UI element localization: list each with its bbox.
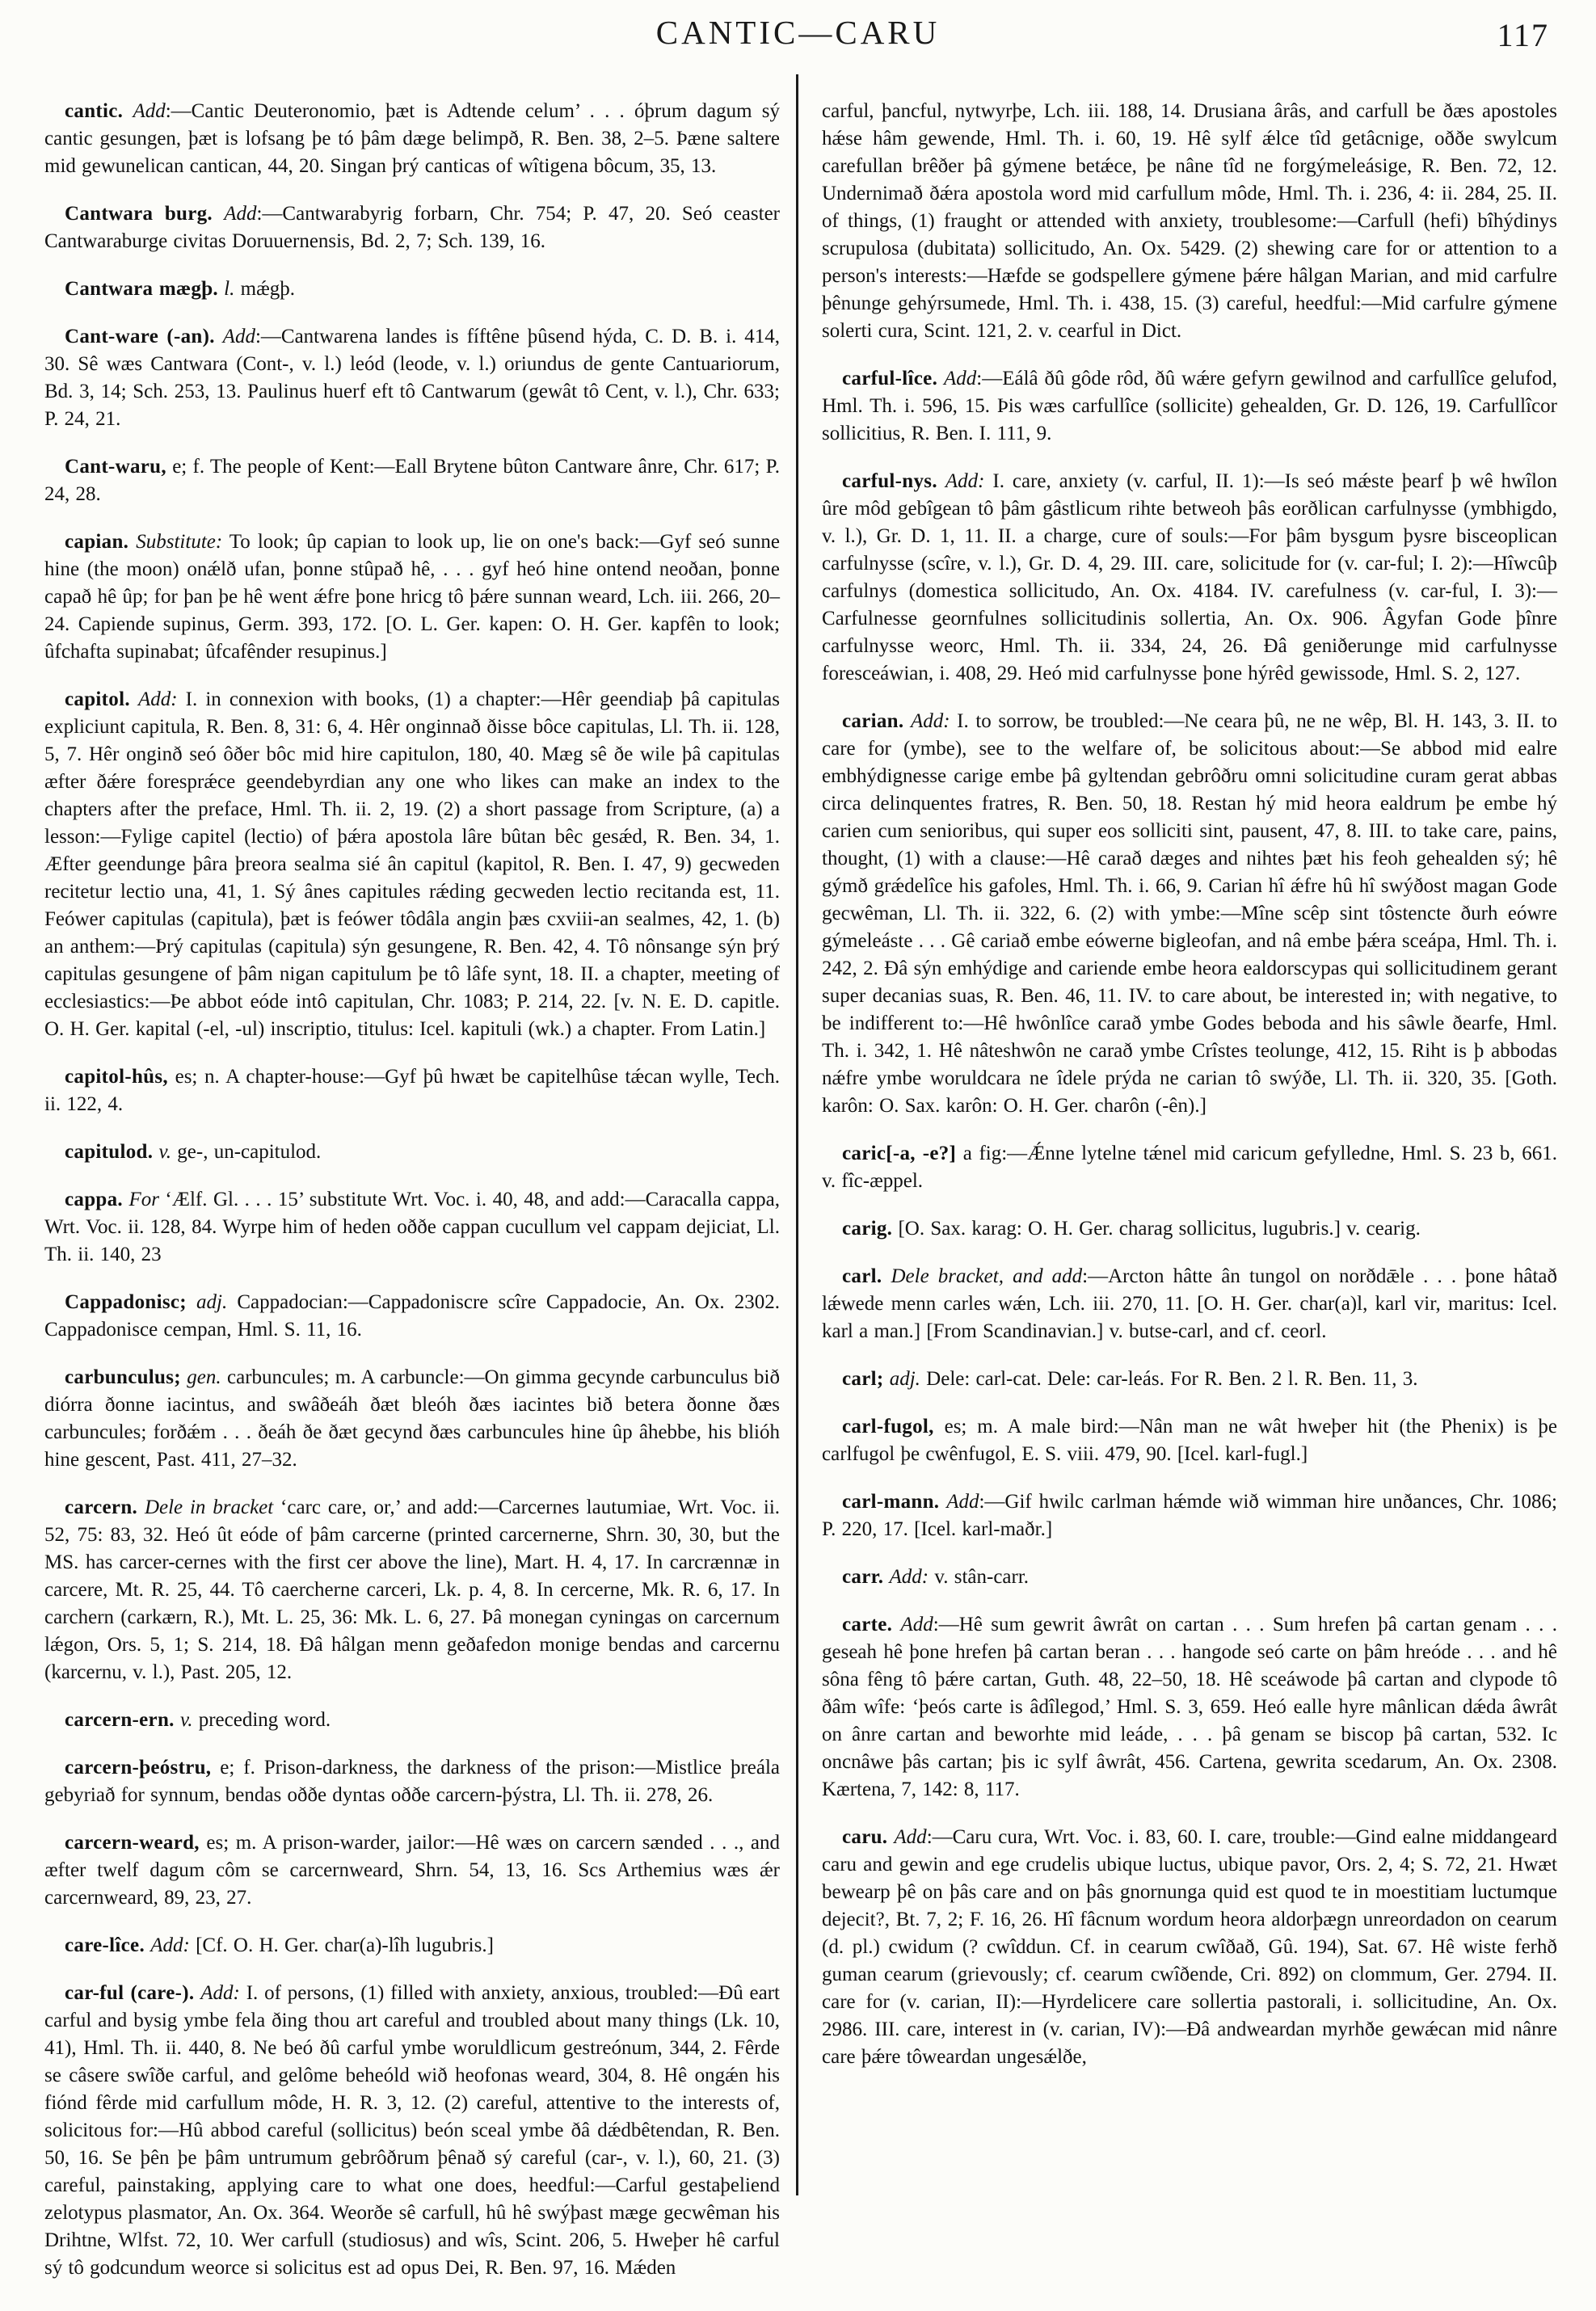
entry-body: :—Cantwarena landes is fíftêne þûsend hýda, C. D. B. i. 414, 30. Sê wæs Cantwara (Cont-, v. l.) leód (leode, v. l.) oriundus de gente Cantuariorum, Bd. 3, 14; Sch. 253, 13. Paulinus huerf eft tô Cantwarum (gewât tô Cent, v. l.), Chr. 633; P. 24, 21. — [44, 326, 780, 430]
entry-lead: Add — [894, 1826, 927, 1848]
page-title: CANTIC—CARU — [655, 14, 941, 51]
entry-body: a fig:—Ǽnne lytelne tǽnel mid caricum gefylledne, Hml. S. 23 b, 661. v. fîc-æppel. — [822, 1143, 1557, 1192]
entry-body: carful, þancful, nytwyrþe, Lch. iii. 188, 14. Drusiana ârâs, and carfull be ðæs apostoles hǽse hâm gewende, Hml. Th. i. 60, 19. Hê sylf ǽlce tîd getâcnige, oððe swylcum carefullan brêðer þâ gýmene betǽce, þe nâne tîd ne forgýmeleásige, R. Ben. 72, 12. Undernimað ðǽra apostola word mid carfullum môde, Hml. Th. i. 236, 4: ii. 284, 25. II. of things, (1) fraught or attended with anxiety, troublesome:—Carfull (hefi) bîhýdinys scrupulosa (dubitata) sollicitudo, An. Ox. 5429. (2) shewing care for or attention to a person's interests:—Hæfde se godspellere gýmene þǽre hâlgan Marian, and mid carfulre þênunge gehýrsumede, Hml. Th. i. 438, 15. (3) careful, heedful:—Mid carfulre gýmene solerti cura, Scint. 121, 2. v. cearful in Dict. — [822, 100, 1557, 342]
entry-lead: For — [128, 1189, 159, 1210]
entry-body: I. of persons, (1) filled with anxiety, anxious, troubled:—Ðû eart carful and bysig ymbe fela ðing thou art careful and troubled about many things (Lk. 10, 41), Hml. Th. ii. 440, 8. Ne beó ðû carful ymbe woruldlicum gestreónum, 344, 2. Fêrde se câsere swîðe carful, and gelôme beheóld wið heofonas weard, 304, 8. Hê ongǽn his fiónd fêrde mid carfullum môde, H. R. 3, 12. (2) careful, attentive to the interests of, solicitous for:—Hû abbod careful (sollicitus) beón sceal ymbe ðâ dǽdbêtendan, R. Ben. 50, 16. Se þên þe þâm untrumum gebrôðrum þênað sý careful (car-, v. l.), 60, 21. (3) careful, painstaking, applying care to what one does, heedful:—Carful gestaþeliend zelotypus plasmator, An. Ox. 364. Weorðe sê carfull, hû hê swýþast mæge gecwêman his Drihtne, Wlfst. 72, 10. Wer carfull (studiosus) and wîs, Scint. 206, 5. Hweþer hê carful sý tô godcundum weorce si solicitus est ad opus Dei, R. Ben. 97, 16. Mǽden — [44, 1982, 780, 2279]
entry-body: ge-, un-capitulod. — [171, 1141, 322, 1163]
dictionary-entry — [822, 1488, 1557, 1543]
entry-lead: Add — [222, 326, 255, 347]
dictionary-entry — [822, 98, 1557, 345]
dictionary-entry — [822, 1564, 1557, 1591]
entry-lead: Add: — [200, 1982, 240, 2004]
dictionary-entry — [822, 1215, 1557, 1243]
dictionary-entry — [44, 1494, 780, 1686]
entry-headword: capitol-hûs, — [65, 1066, 168, 1088]
entry-body: Cappadocian:—Cappadoniscre scîre Cappadocie, An. Ox. 2302. Cappadonisce cempan, Hml. S. 11, 16. — [44, 1291, 780, 1341]
entry-body: :—Cantic Deuteronomio, þæt is Adtende celum’ . . . óþrum dagum sý cantic gesungen, þæt is lofsang þe tó þâm dæge belimpð, R. Ben. 38, 2–5. Þæne saltere mid gewunelican cantican, 44, 20. Singan þrý canticas of wîtigena bôcum, 35, 13. — [44, 100, 781, 177]
entry-lead: adj. — [889, 1368, 920, 1390]
entry-body: es; n. A chapter-house:—Gyf þû hwæt be capitelhûse tǽcan wylle, Tech. ii. 122, 4. — [44, 1066, 780, 1115]
entry-body: :—Cantwarabyrig forbarn, Chr. 754; P. 47, 20. Seó ceaster Cantwaraburge civitas Doruuernensis, Bd. 2, 7; Sch. 139, 16. — [44, 203, 780, 252]
entry-body: :—Hê sum gewrit âwrât on cartan . . . Sum hrefen þâ cartan genam . . . geseah hê þone hrefen þâ cartan beran . . . hangode seó carte on þâm hreóde . . . and hê sôna fêng tô þǽre cartan, Guth. 48, 22–50, 18. Hê sceáwode þâ cartan and clypode tô ðâm wîfe: ‘þeós carte is âdîlegod,’ Hml. S. 3, 659. Heó ealle hyre mânlican dǽda âwrât on ânre cartan and beworhte mid leáde, . . . þâ genam se biscop þâ cartan, 532. Ic oncnâwe þâs cartan; þis ic sylf âwrât, 456. Cartena, gewrita scedarum, An. Ox. 2308. Kærtena, 7, 142: 8, 117. — [822, 1614, 1557, 1800]
dictionary-entry — [44, 453, 780, 508]
entry-headword: capitulod. — [65, 1141, 154, 1163]
dictionary-entry — [44, 98, 780, 180]
dictionary-entry — [44, 1364, 780, 1474]
entry-body: :—Caru cura, Wrt. Voc. i. 83, 60. I. care, trouble:—Gind ealne middangeard caru and gewin and ege crudelis ubique luctus, ubique pavor, Ors. 2, 4; S. 72, 21. Hwæt bewearp þê on þâs care and on þâs gnornunga quid est quod te in moestitiam luctumque dejecit?, Bt. 7, 2; F. 16, 26. Hî fâcnum wordum heora aldorþægn unreordadon on cearum (d. pl.) cwidum (? cwîddun. Cf. in cearum cwîðað, Gû. 194), Sat. 67. Hê wiste ferhð guman cearum (grievously; cf. cearum cwîðende, Cri. 892) on clommum, Ger. 2794. II. care for (v. carian, II):—Hyrdelicere care sollertia pastorali, i. sollicitudine, An. Ox. 2986. III. care, interest in (v. carian, IV):—Ðâ andweardan myrhðe gewǽcan mid nânre care þǽre tôweardan ungesǽlðe, — [822, 1826, 1557, 2068]
dictionary-entry — [822, 1366, 1557, 1393]
entry-lead: l. — [224, 278, 235, 300]
entry-headword: carcern-ern. — [65, 1709, 175, 1731]
entry-lead: Add — [944, 368, 977, 389]
left-column — [44, 78, 780, 2302]
entry-headword: cantic. — [65, 100, 124, 122]
entry-headword: caric[-a, -e?] — [842, 1143, 957, 1164]
entry-headword: Cant-waru, — [65, 456, 166, 478]
entry-body: es; m. A prison-warder, jailor:—Hê wæs on carcern sænded . . ., and æfter twelf dagum côm se carcernweard, Shrn. 54, 13, 16. Scs Arthemius wæs ǽr carcernweard, 89, 23, 27. — [44, 1832, 781, 1909]
entry-lead: Add: — [137, 688, 178, 710]
dictionary-entry — [44, 1063, 780, 1118]
entry-body: e; f. The people of Kent:—Eall Brytene bûton Cantware ânre, Chr. 617; P. 24, 28. — [44, 456, 780, 505]
entry-headword: carl-fugol, — [842, 1416, 934, 1438]
entry-headword: cappa. — [65, 1189, 123, 1210]
entry-body: :—Gif hwilc carlman hǽmde wið wimman hire unðances, Chr. 1086; P. 220, 17. [Icel. karl-maðr.] — [822, 1491, 1557, 1540]
entry-lead: Add — [133, 100, 166, 122]
entry-lead: Substitute: — [136, 531, 223, 553]
entry-headword: care-lîce. — [65, 1934, 145, 1956]
dictionary-entry — [822, 468, 1557, 688]
entry-body: [Cf. O. H. Ger. char(a)-lîh lugubris.] — [189, 1934, 494, 1956]
text-columns — [44, 78, 1557, 2302]
entry-headword: carbunculus; — [65, 1366, 181, 1388]
entry-body: To look; ûp capian to look up, lie on one's back:—Gyf seó sunne hine (the moon) onǽlð ufan, þonne stûpað hê, . . . gyf heó hine ontend neoðan, þonne capað hê ûp; for þan þe hê went ǽfre þone hricg tô þǽre sunnan weard, Lch. iii. 266, 20–24. Capiende supinus, Germ. 393, 172. [O. L. Ger. kapen: O. H. Ger. kapfên to look; ûfchafta supinabat; ûfcafênder resupinus.] — [44, 531, 781, 663]
entry-body: carbuncules; m. A carbuncle:—On gimma gecynde carbunculus bið diórra ðonne iacintus, and swâðeáh ðæt bleóh ðæs iacintes bið betera ðonne ðæs carbuncules; forðǽm . . . ðeáh ðe ðæt gecynd ðæs carbuncules hine ûp âhebbe, his blióh hine gescent, Past. 411, 27–32. — [44, 1366, 781, 1471]
dictionary-entry — [44, 323, 780, 433]
dictionary-entry — [822, 708, 1557, 1120]
entry-lead: Dele bracket, and add — [891, 1265, 1083, 1287]
dictionary-entry — [44, 686, 780, 1043]
dictionary-entry — [822, 1413, 1557, 1468]
entry-lead: adj. — [196, 1291, 228, 1313]
entry-headword: Cantwara mægþ. — [65, 278, 218, 300]
entry-body: ‘carc care, or,’ and add:—Carcernes lautumiae, Wrt. Voc. ii. 52, 75: 83, 32. Heó ût eóde of þâm carcerne (printed carcernerne, Shrn. 30, 30, but the MS. has carcer-cernes with the first cer above the line), Mart. H. 4, 17. In carcrænnæ in carcere, Mt. R. 25, 44. Tô caercherne carceri, Lk. p. 4, 8. In cercerne, Mk. R. 6, 17. In carchern (carkærn, R.), Mt. L. 25, 36: Mk. L. 6, 27. Þâ monegan cyningas on carcernum lǽgon, Ors. 5, 1; S. 214, 18. Ðâ hâlgan menn geðafedon monige bendas and carcernu (karcernu, v. l.), Past. 205, 12. — [44, 1496, 781, 1683]
dictionary-entry — [44, 1139, 780, 1166]
entry-body: :—Arcton hâtte ân tungol on norðdǣle . . . þone hâtað lǽwede menn carles wǽn, Lch. iii. 270, 11. [O. H. Ger. char(a)l, karl vir, maritus: Icel. karl a man.] [From Scandinavian.] v. butse-carl, and cf. ceorl. — [822, 1265, 1558, 1342]
entry-headword: capitol. — [65, 688, 130, 710]
entry-headword: carcern-weard, — [65, 1832, 200, 1854]
right-column — [822, 78, 1557, 2302]
entry-body: [O. Sax. karag: O. H. Ger. charag sollicitus, lugubris.] v. cearig. — [898, 1218, 1421, 1240]
entry-headword: carcern-þeóstru, — [65, 1757, 212, 1779]
dictionary-entry — [44, 276, 780, 303]
entry-headword: carte. — [842, 1614, 893, 1635]
entry-headword: carian. — [842, 710, 904, 732]
dictionary-entry — [822, 1611, 1557, 1804]
entry-headword: carcern. — [65, 1496, 138, 1518]
entry-headword: car-ful (care-). — [65, 1982, 195, 2004]
entry-lead: Add: — [910, 710, 950, 732]
entry-headword: caru. — [842, 1826, 888, 1848]
dictionary-entry — [44, 528, 780, 666]
entry-body: :—Eálâ ðû gôde rôd, ðû wǽre gefyrn gewilnod and carfullîce gelufod, Hml. Th. i. 596, 15. Þis wæs carfullîce (sollicite) gehealden, Gr. D. 126, 19. Carfullîcor sollicitius, R. Ben. I. 111, 9. — [822, 368, 1557, 444]
entry-headword: carful-lîce. — [842, 368, 938, 389]
entry-lead: v. — [158, 1141, 172, 1163]
entry-headword: carr. — [842, 1566, 884, 1588]
page-number: 117 — [1497, 17, 1549, 53]
dictionary-entry — [44, 1707, 780, 1734]
dictionary-entry — [822, 365, 1557, 448]
entry-body: I. in connexion with books, (1) a chapter:—Hêr geendiaþ þâ capitulas expliciunt capitula, R. Ben. 8, 31: 6, 4. Hêr onginnað ðisse bôce capitulas, Ll. Th. ii. 128, 5, 7. Hêr onginð seó ôðer bôc mid hire capitulon, 180, 40. Mæg sê ðe wile þâ capitulas æfter ðǽre foresprǽce geendebyrdian any one who likes can make an index to the chapters after the preface, Hml. Th. ii. 2, 19. (2) a short passage from Scripture, (a) a lesson:—Fylige capitel (lectio) of þǽra apostola lâre bûtan bêc gesǽd, R. Ben. 34, 1. Æfter geendunge þâra þreora sealma sié ân capitul (kapitol, R. Ben. I. 47, 9) gecweden recitetur lectio una, 41, 1. Sý ânes capitules rǽding gecweden lectio recitanda est, 11. Feówer capitulas (capitula), þæt is feówer tôdâla angin þæs cxviii-an sealmes, 42, 1. (b) an anthem:—Þrý capitulas (capitula) sýn gesungene, R. Ben. 42, 4. Tô nônsange sýn þrý capitulas gesungene of þâm nigan capitulum þe tô lâfe synt, 18. II. a chapter, meeting of ecclesiastics:—Þe abbot eóde intô capitulan, Chr. 1083; P. 214, 22. [v. N. E. D. capitle. O. H. Ger. kapital (-el, -ul) inscriptio, titulus: Icel. kapituli (wk.) a chapter. From Latin.] — [44, 688, 781, 1040]
dictionary-entry — [44, 1186, 780, 1269]
entry-headword: carful-nys. — [842, 470, 937, 492]
entry-lead: Add: — [150, 1934, 190, 1956]
entry-headword: carl. — [842, 1265, 882, 1287]
dictionary-entry — [822, 1824, 1557, 2071]
dictionary-entry — [44, 1829, 780, 1912]
entry-body: e; f. Prison-darkness, the darkness of the prison:—Mistlice þreála gebyriað for synnum, bendas oððe dyntas oððe carcern-þýstra, Ll. Th. ii. 278, 26. — [44, 1757, 780, 1806]
dictionary-entry — [822, 1263, 1557, 1345]
entry-body: Dele: carl-cat. Dele: car-leás. For R. Ben. 2 l. R. Ben. 11, 3. — [920, 1368, 1418, 1390]
entry-headword: carig. — [842, 1218, 893, 1240]
entry-body: preceding word. — [192, 1709, 331, 1731]
entry-lead: Add — [224, 203, 257, 225]
dictionary-entry — [822, 1140, 1557, 1195]
entry-body: I. to sorrow, be troubled:—Ne ceara þû, ne ne wêp, Bl. H. 143, 3. II. to care for (ymbe), see to the welfare of, be solicitous about:—Se abbod mid ealre embhýdignesse carige embe þâ gyltendan gebrôðru omni solicitudine curam gerat abbas circa delinquentes fratres, R. Ben. 50, 18. Restan hý mid heora ealdrum þe embe hý carien cum senioribus, qui super eos solliciti sint, pausent, 47, 8. III. to take care, pains, thought, (1) with a clause:—Hê carað dæges and nihtes þæt his feoh gehealden sý; hê gýmð grǽdelîce his gafoles, Hml. Th. i. 66, 9. Carian hî ǽfre hû hî swýðost magan Gode gecwêman, Ll. Th. ii. 322, 6. (2) with ymbe:—Mîne scêp sint tôstencte ðurh eówre gýmeleáste . . . Gê cariað embe eówerne bigleofan, and nâ embe þǽra sceápa, Hml. Th. i. 242, 2. Ðâ sýn emhýdige and cariende embe heora ealdorscypas qui sollicitudinem gerant super decanias suas, R. Ben. 46, 11. IV. to care about, be interested in; with negative, to be indifferent to:—Hê hwônlîce carað ymbe Godes beboda and his sâwle ðearfe, Hml. Th. i. 342, 1. Hê nâteshwôn ne carað ymbe Crîstes teolunge, 412, 15. Riht is þ abbodas nǽfre ymbe woruldcara ne îdele prýda ne carian tô swýðe, Ll. Th. ii. 320, 35. [Goth. karôn: O. Sax. karôn: O. H. Ger. charôn (-ên).] — [822, 710, 1557, 1117]
dictionary-entry — [44, 1754, 780, 1809]
entry-body: mǽgþ. — [234, 278, 295, 300]
dictionary-entry — [44, 200, 780, 255]
entry-headword: Cantwara burg. — [65, 203, 213, 225]
dictionary-entry — [44, 1289, 780, 1344]
entry-body: es; m. A male bird:—Nân man ne wât hweþer hit (the Phenix) is þe carlfugol þe cwênfugol, E. S. viii. 479, 90. [Icel. karl-fugl.] — [822, 1416, 1557, 1465]
entry-headword: carl; — [842, 1368, 884, 1390]
entry-headword: capian. — [65, 531, 129, 553]
entry-lead: Add — [900, 1614, 933, 1635]
entry-headword: carl-mann. — [842, 1491, 940, 1513]
entry-body: v. stân-carr. — [929, 1566, 1030, 1588]
entry-lead: Add: — [945, 470, 985, 492]
dictionary-entry — [44, 1932, 780, 1960]
entry-headword: Cant-ware (-an). — [65, 326, 215, 347]
entry-lead: Add: — [889, 1566, 929, 1588]
entry-lead: Add — [946, 1491, 979, 1513]
entry-lead: gen. — [187, 1366, 221, 1388]
entry-body: ‘Ælf. Gl. . . . 15’ substitute Wrt. Voc. i. 40, 48, and add:—Caracalla cappa, Wrt. Voc. ii. 128, 84. Wyrpe him of heden oððe cappan cucullum vel cappam dejiciat, Ll. Th. ii. 140, 23 — [44, 1189, 780, 1265]
entry-body: I. care, anxiety (v. carful, II. 1):—Is seó mǽste þearf þ wê hwîlon ûre môd gebîgean tô þâm gâstlicum rihte betweoh þâs eorðlican carfulnysse (ymbhigdo, v. l.), Gr. D. 1, 11. II. a charge, cure of souls:—For þâm bysgum þysre bisceoplican carfulnysse (scîre, v. l.), Gr. D. 4, 29. III. care, solicitude for (v. car-ful; I. 2):—Hîwcûþ carfulnys (domestica sollicitudo, An. Ox. 4184. IV. carefulness (v. car-ful, I. 3):—Carfulnesse geornfulnes sollicitudinis sollertia, An. Ox. 906. Âgyfan Gode þînre carfulnysse weorc, Hml. Th. ii. 334, 24, 26. Ðâ geniðerunge mid carfulnysse foresceáwian, i. 408, 29. Heó mid carfulnysse þone hýrêd gewissode, Hml. S. 2, 127. — [822, 470, 1557, 684]
dictionary-entry — [44, 1980, 780, 2282]
entry-headword: Cappadonisc; — [65, 1291, 187, 1313]
entry-lead: v. — [179, 1709, 193, 1731]
entry-lead: Dele in bracket — [144, 1496, 274, 1518]
